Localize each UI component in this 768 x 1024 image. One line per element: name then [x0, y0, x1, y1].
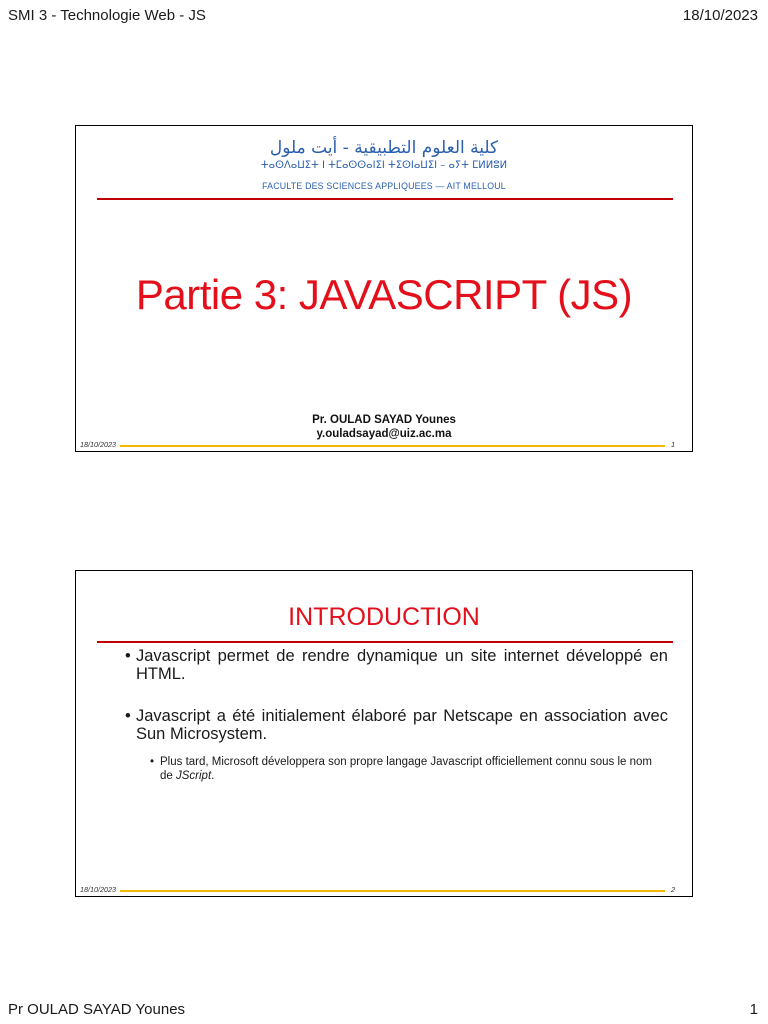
- title-divider: [97, 641, 673, 643]
- slide-2: [75, 570, 693, 897]
- sub-bullet-item: [150, 755, 662, 783]
- page-footer-author: Pr OULAD SAYAD Younes: [8, 1001, 186, 1018]
- bullet-marker-icon: [125, 647, 131, 665]
- slide-number: 2: [671, 885, 676, 894]
- bullet-marker-icon: [125, 707, 131, 725]
- page-header-course: SMI 3 - Technologie Web - JS: [8, 7, 206, 24]
- slide-footer-rule: [120, 445, 665, 447]
- sub-bullet-emphasis: JScript: [176, 770, 212, 782]
- faculty-logo-french-text: FACULTE DES SCIENCES APPLIQUEES — AIT MELLOUL: [262, 181, 506, 191]
- slide-footer-date: 18/10/2023: [80, 440, 116, 449]
- slide-title: Partie 3: JAVASCRIPT (JS): [135, 271, 633, 318]
- bullet-text: Javascript a été initialement élaboré par Netscape en association avec Sun Microsystem.: [136, 707, 668, 743]
- faculty-logo-arabic: كلية العلوم التطبيقية - أيت ملول: [269, 138, 499, 158]
- bullet-marker-icon: [150, 755, 154, 769]
- slide-1: [75, 125, 693, 452]
- bullet-item: [125, 707, 669, 743]
- sub-bullet-text: [160, 755, 660, 783]
- bullet-text: Javascript permet de rendre dynamique un site internet développé en HTML.: [136, 647, 668, 683]
- page-header-date: 18/10/2023: [682, 7, 758, 24]
- slide-number: 1: [671, 440, 676, 449]
- slide-footer-rule: [120, 890, 665, 892]
- page-footer-number: 1: [749, 1001, 758, 1018]
- bullet-item: [125, 647, 669, 683]
- slide-title: INTRODUCTION: [288, 603, 480, 631]
- author-email: y.ouladsayad@uiz.ac.ma: [316, 428, 452, 440]
- slide-footer-date: 18/10/2023: [80, 885, 116, 894]
- sub-bullet-text-main: Plus tard, Microsoft développera son propre langage Javascript officiellement connu sous le nom de: [160, 756, 653, 782]
- title-divider: [97, 198, 673, 200]
- faculty-logo-french: [76, 176, 692, 191]
- faculty-logo-tifinagh: ⵜⴰⵙⴷⴰⵡⵉⵜ ⵏ ⵜⵎⴰⵙⵙⴰⵏⵉⵏ ⵜⵉⵙⵏⴰⵡⵉⵏ – ⴰⵢⵜ ⵎⵍⵍⵓⵍ: [260, 160, 508, 171]
- author-name: Pr. OULAD SAYAD Younes: [312, 414, 456, 426]
- sub-bullet-suffix: .: [211, 770, 215, 782]
